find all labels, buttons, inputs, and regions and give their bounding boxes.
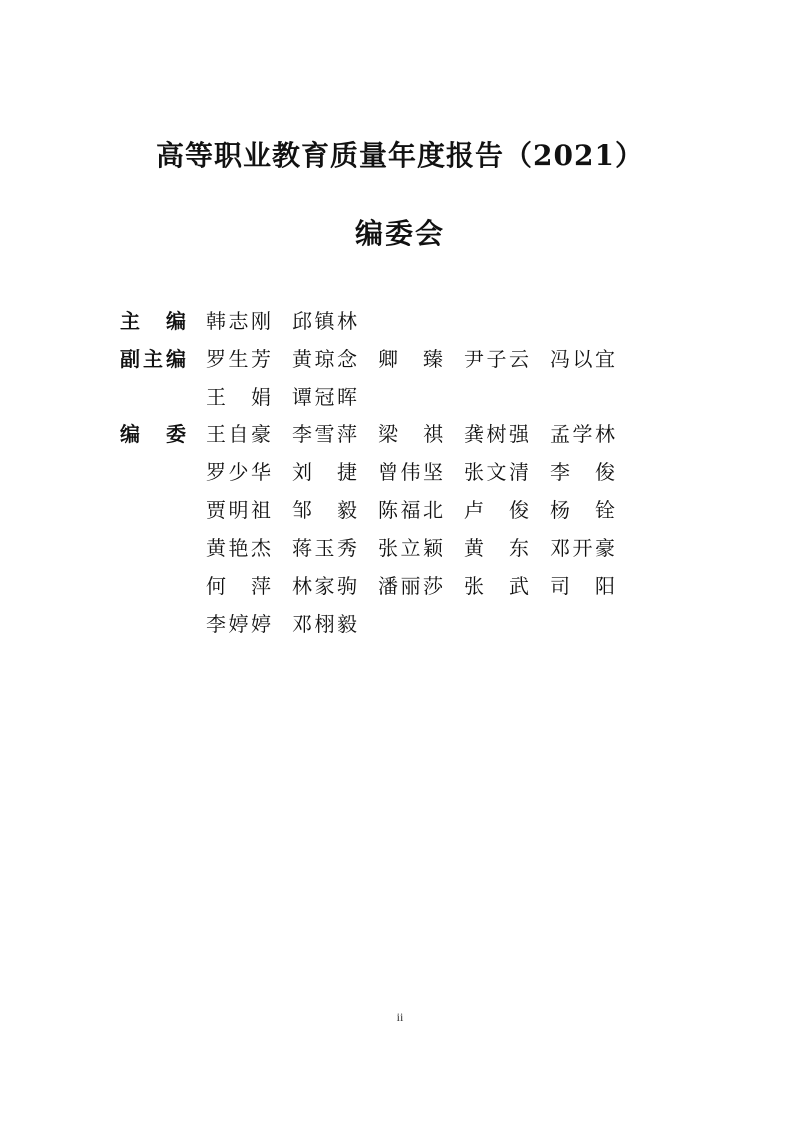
member-name: 邹毅 [292,497,357,522]
member-name: 龚树强 [464,421,529,446]
member-name: 邓开豪 [550,535,615,560]
member-name: 罗生芳 [206,346,271,371]
member-name: 冯以宜 [550,346,615,371]
chief-row [120,300,680,338]
member-name: 张武 [464,573,529,598]
member-name: 黄艳杰 [206,535,271,560]
member-name: 李俊 [550,459,615,484]
member-name: 陈福北 [378,497,443,522]
member-name: 王娟 [206,384,271,409]
members-row [120,527,680,565]
committee-members-section [120,413,680,641]
members-row [120,565,680,603]
deputy-editor-section [120,338,680,414]
member-name: 罗少华 [206,459,271,484]
member-name: 杨铨 [550,497,615,522]
member-name: 司阳 [550,573,615,598]
member-name: 曾伟坚 [378,459,443,484]
member-name: 卿臻 [378,346,443,371]
member-name: 尹子云 [464,346,529,371]
member-name: 梁祺 [378,421,443,446]
member-name: 王自豪 [206,421,271,446]
member-name: 谭冠晖 [292,384,357,409]
member-name: 刘捷 [292,459,357,484]
document-subtitle: 编委会 [354,217,445,250]
deputy-row [120,338,680,376]
members-row [120,413,680,451]
deputy-row [120,376,680,414]
member-name: 张立颖 [378,535,443,560]
document-title: 高等职业教育质量年度报告（2021） [156,139,644,172]
chief-editor-section [120,300,680,338]
members-row [120,489,680,527]
member-name: 潘丽莎 [378,573,443,598]
members-row [120,451,680,489]
deputy-label: 副主编 [120,346,186,371]
member-name: 卢俊 [464,497,529,522]
member-name: 邓栩毅 [292,611,357,636]
member-name: 张文清 [464,459,529,484]
member-name: 韩志刚 [206,308,271,333]
member-name: 林家驹 [292,573,357,598]
member-name: 邱镇林 [292,308,357,333]
member-name: 贾明祖 [206,497,271,522]
chief-label: 主编 [120,308,186,333]
member-name: 蒋玉秀 [292,535,357,560]
member-name: 李婷婷 [206,611,271,636]
member-name: 黄琼念 [292,346,357,371]
member-name: 李雪萍 [292,421,357,446]
member-name: 黄东 [464,535,529,560]
member-name: 孟学林 [550,421,615,446]
member-name: 何萍 [206,573,271,598]
page-number: ii [396,1010,404,1024]
members-label: 编委 [120,421,186,446]
members-row [120,603,680,641]
